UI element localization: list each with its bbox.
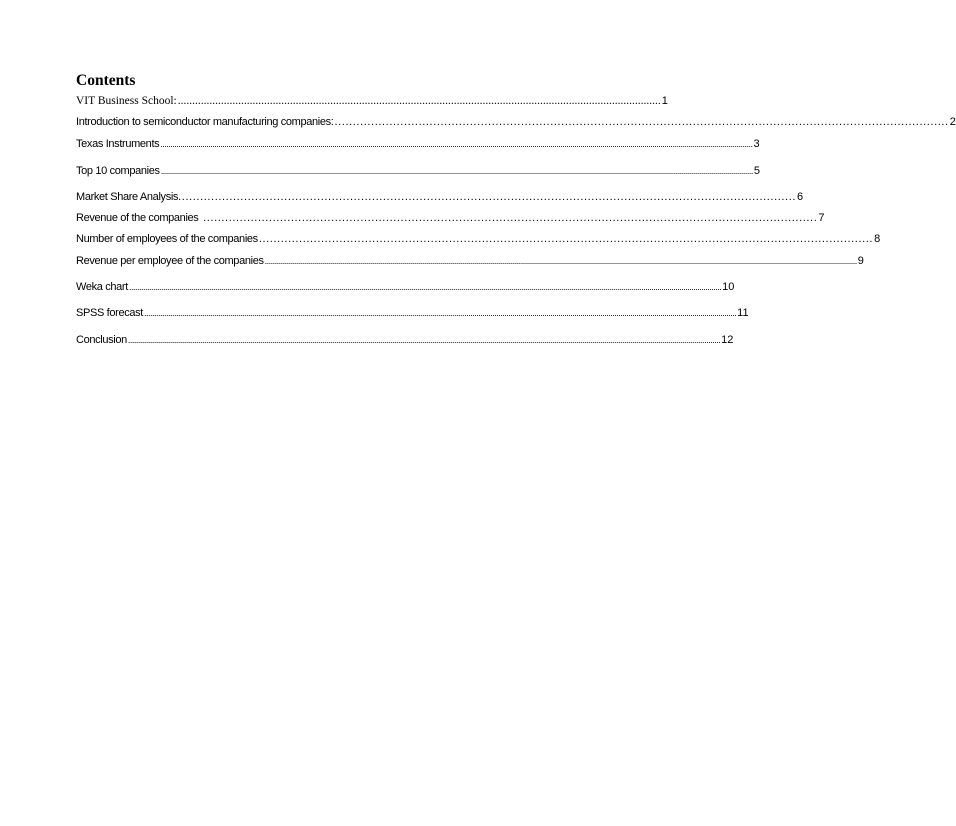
toc-entry-label: Texas Instruments [76, 138, 160, 150]
toc-entry-page-number: 10 [722, 281, 735, 293]
toc-entry-label: VIT Business School: [76, 95, 177, 107]
toc-entry-revenue[interactable] [76, 211, 825, 227]
dot-leader: ........................................................................................................................................................................ [334, 116, 949, 128]
toc-entry-spss-forecast[interactable] [76, 306, 749, 322]
toc-entry-page-number: 7 [818, 212, 825, 224]
toc-entry-label: Market Share Analysis. [76, 191, 181, 203]
dot-leader: ........................................................................................................................................................................................................................................................................................................ [264, 256, 857, 266]
toc-entry-vit-business-school[interactable] [76, 94, 668, 110]
toc-heading: Contents [76, 72, 136, 89]
dot-leader: ........................................................................................................................................................................................................................................................................................................ [143, 308, 737, 318]
dot-leader: ........................................................................................................................................................................ [199, 212, 818, 224]
toc-entry-label: Weka chart [76, 281, 128, 293]
dot-leader: ........................................................................................................................................................................................................................................................................................................ [128, 282, 722, 292]
toc-entry-label: Conclusion [76, 334, 127, 346]
toc-entry-page-number: 11 [737, 307, 749, 319]
dot-leader: ........................................................................................................................................................................ [258, 233, 874, 245]
dot-leader: ........................................................................................................................................................................ [181, 191, 797, 203]
toc-entry-top-10-companies[interactable] [76, 164, 760, 180]
toc-entry-label: Revenue of the companies [76, 212, 199, 224]
toc-entry-page-number: 3 [753, 138, 760, 150]
toc-entry-revenue-per-employee[interactable] [76, 254, 864, 270]
toc-entry-label: Introduction to semiconductor manufacturing companies: [76, 116, 334, 128]
toc-entry-page-number: 5 [753, 165, 760, 177]
toc-entry-conclusion[interactable] [76, 333, 734, 349]
toc-entry-market-share-analysis[interactable] [76, 190, 804, 206]
toc-entry-label: SPSS forecast [76, 307, 143, 319]
toc-entry-page-number: 12 [721, 334, 734, 346]
toc-entry-page-number: 2 [949, 116, 956, 128]
toc-entry-page-number: 8 [874, 233, 881, 245]
dot-leader: ........................................................................................................................................................................................................................................................................................................ [160, 166, 753, 176]
dot-leader: ........................................................................................................................................................................ [177, 95, 661, 107]
toc-entry-page-number: 6 [797, 191, 804, 203]
toc-entry-employees[interactable] [76, 232, 881, 248]
toc-entry-introduction[interactable] [76, 115, 956, 131]
dot-leader: ........................................................................................................................................................................................................................................................................................................ [160, 139, 753, 149]
toc-entry-page-number: 1 [661, 95, 668, 107]
toc-entry-label: Top 10 companies [76, 165, 160, 177]
dot-leader: ........................................................................................................................................................................................................................................................................................................ [127, 335, 721, 345]
toc-entry-weka-chart[interactable] [76, 280, 735, 296]
toc-entry-label: Number of employees of the companies [76, 233, 258, 245]
toc-entry-texas-instruments[interactable] [76, 137, 760, 153]
toc-entry-label: Revenue per employee of the companies [76, 255, 264, 267]
toc-entry-page-number: 9 [857, 255, 864, 267]
